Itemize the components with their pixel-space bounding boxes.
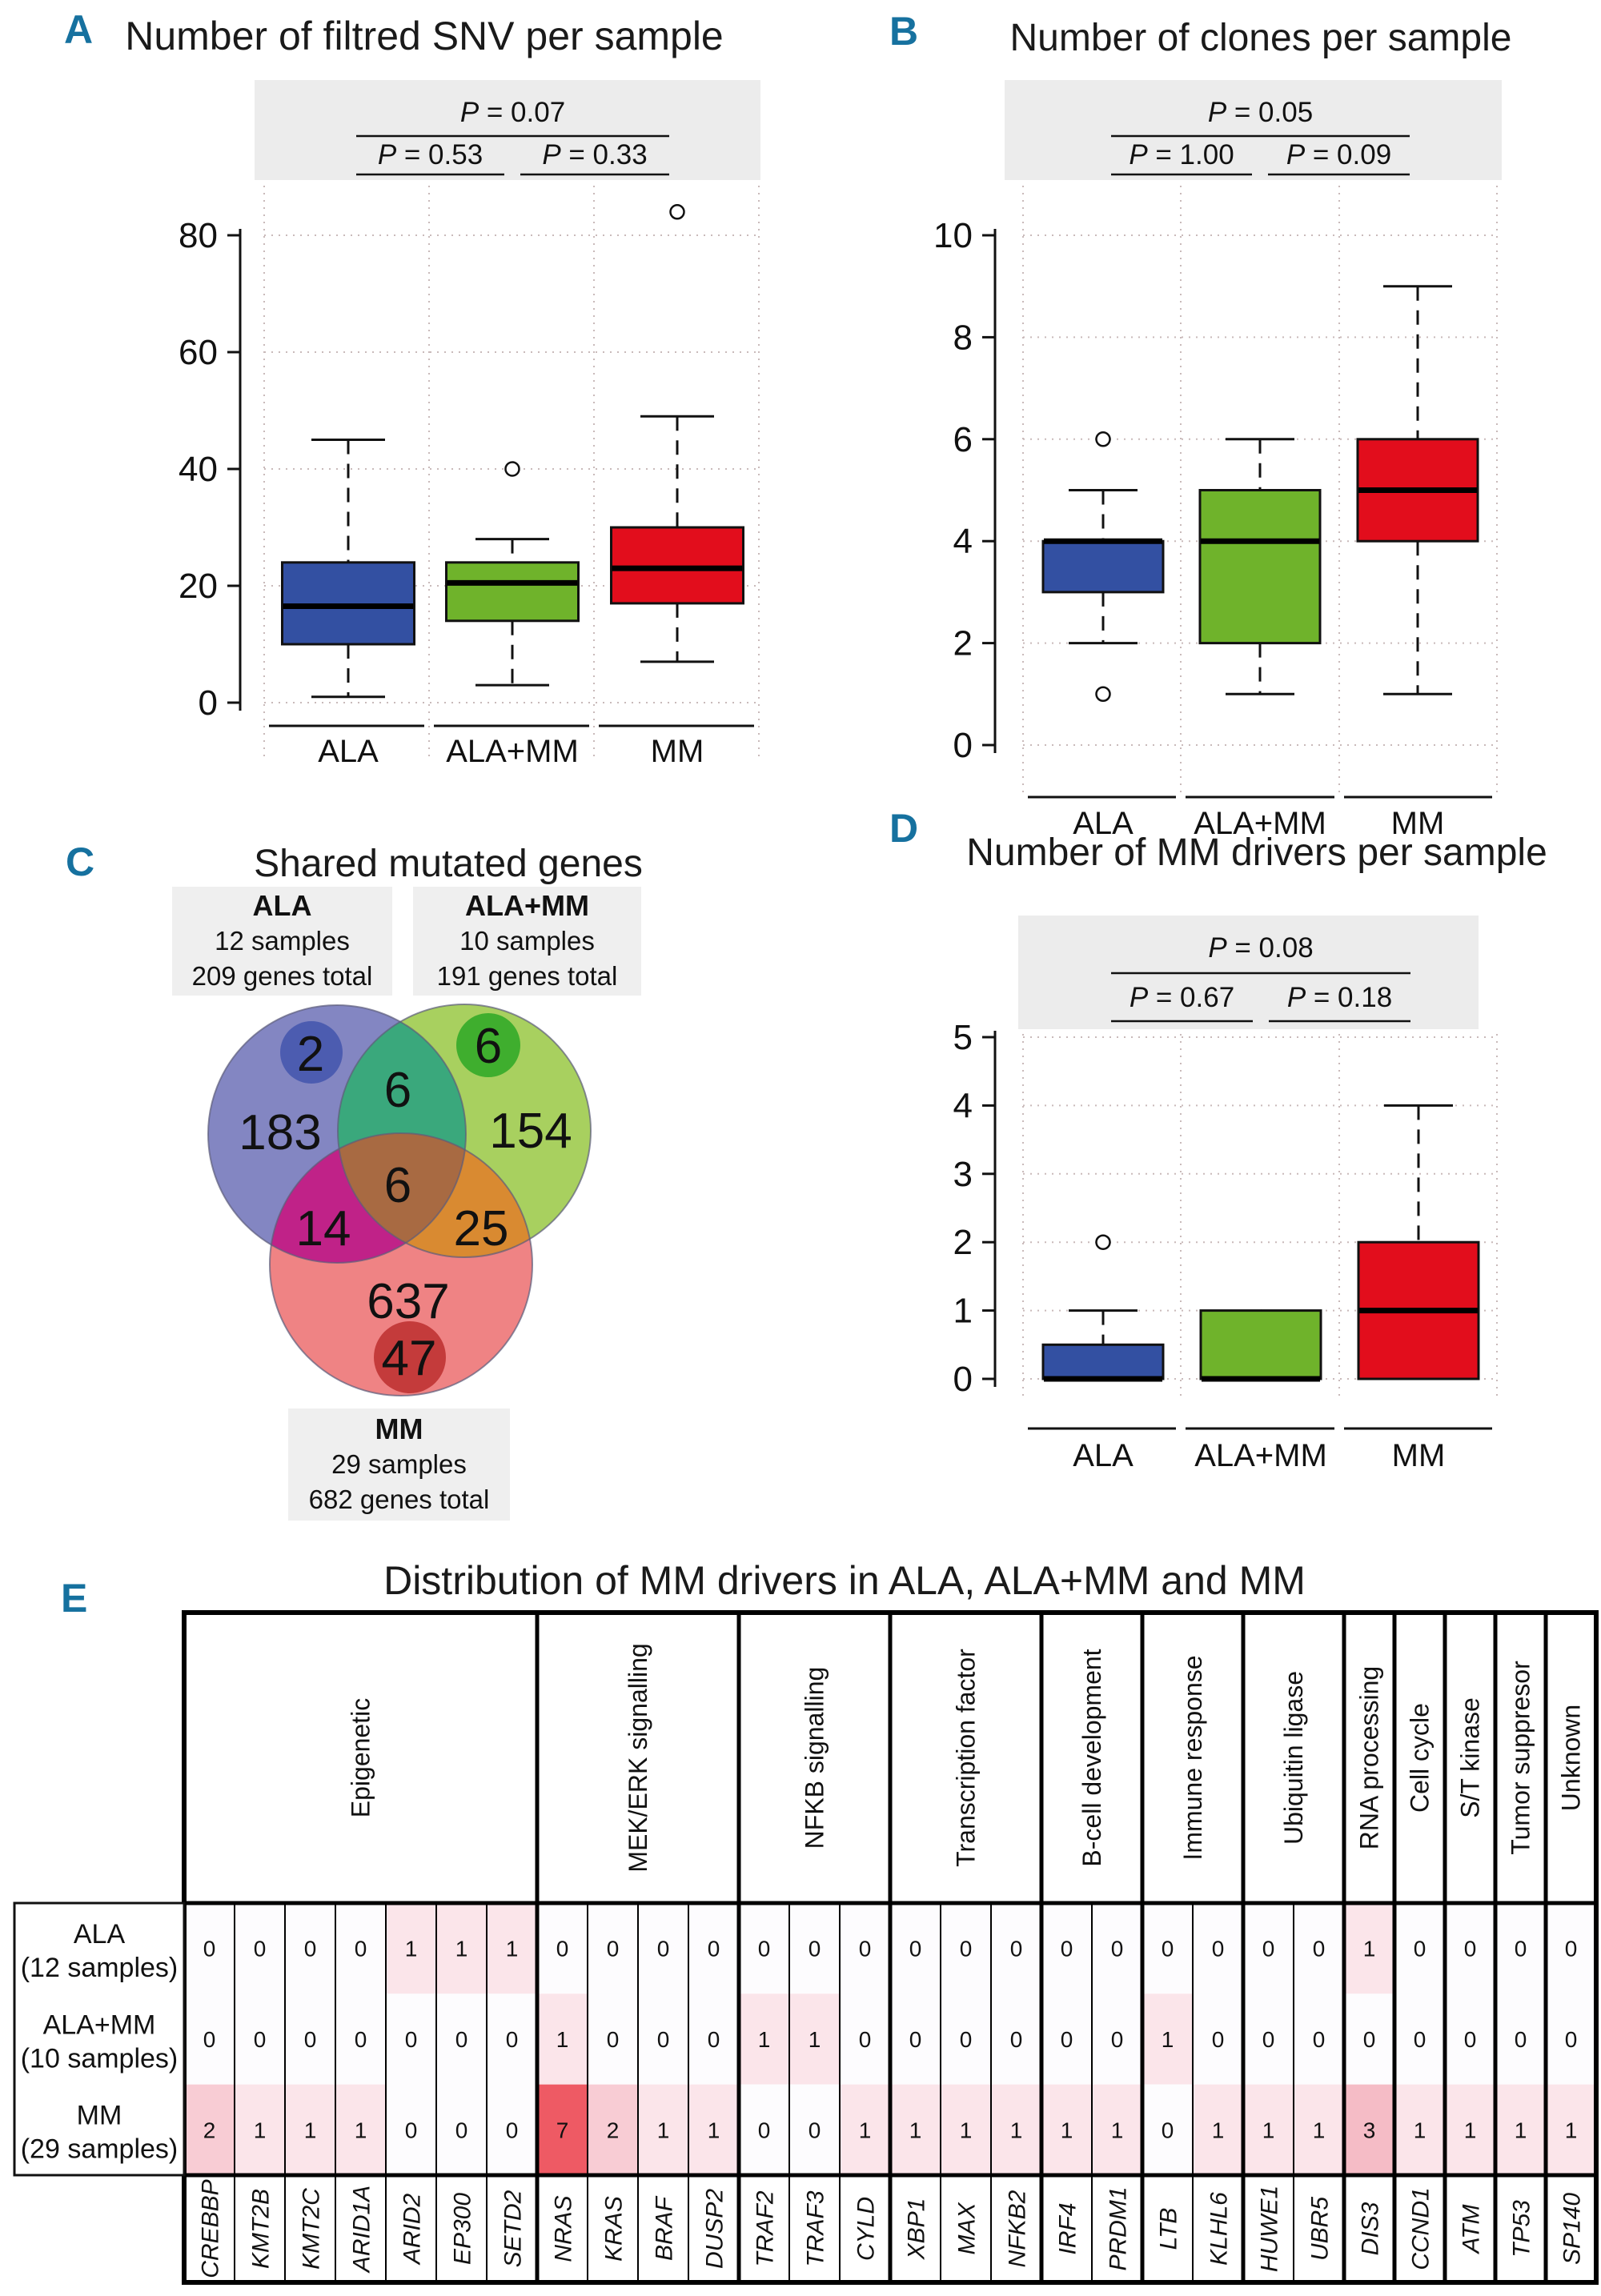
- heatmap-cell-value: 0: [1060, 2027, 1073, 2052]
- gene-label: SETD2: [500, 2190, 527, 2268]
- row-label: MM (29 samples): [20, 2100, 179, 2165]
- heatmap-cell-value: 0: [1060, 1936, 1073, 1961]
- y-tick-label: 3: [953, 1154, 973, 1194]
- heatmap-cell-value: 0: [656, 1936, 670, 1961]
- y-tick-label: 5: [953, 1018, 973, 1057]
- panel-e-heatmap: [14, 1613, 1599, 2282]
- venn-set-samples: 10 samples: [459, 926, 595, 956]
- outlier-point: [1097, 1236, 1110, 1249]
- panel-a-boxplot: [179, 80, 760, 769]
- gene-label: LTB: [1155, 2207, 1182, 2250]
- box-ALA+MM: [1200, 491, 1320, 643]
- panel-a-label: A: [64, 7, 94, 52]
- heatmap-cell-value: 0: [1161, 1936, 1174, 1961]
- heatmap-cell-value: 0: [1211, 1936, 1225, 1961]
- heatmap-cell-value: 0: [707, 1936, 720, 1961]
- heatmap-cell-value: 0: [253, 2027, 267, 2052]
- venn-count-ala_recurrent: 2: [296, 1027, 325, 1082]
- gene-label: IRF4: [1054, 2202, 1081, 2255]
- heatmap-cell-value: 7: [556, 2118, 569, 2143]
- heatmap-cell-value: 1: [556, 2027, 569, 2052]
- heatmap-cell-value: 0: [1110, 2027, 1124, 2052]
- outlier-point: [671, 205, 684, 218]
- heatmap-cell-value: 0: [1463, 2027, 1477, 2052]
- heatmap-cell-value: 0: [1161, 2118, 1174, 2143]
- y-tick-label: 20: [179, 567, 218, 606]
- x-category-label: ALA: [318, 734, 379, 769]
- heatmap-cell-value: 0: [303, 2027, 317, 2052]
- heatmap-cell-value: 1: [1110, 2118, 1124, 2143]
- gene-label: CCND1: [1407, 2187, 1434, 2270]
- heatmap-cell-value: 0: [203, 2027, 216, 2052]
- category-label: Tumor suppresor: [1506, 1661, 1535, 1855]
- category-label: NFKB signalling: [800, 1666, 829, 1849]
- heatmap-cell-value: 0: [606, 2027, 620, 2052]
- x-category-label: MM: [650, 734, 704, 769]
- category-label: Epigenetic: [346, 1697, 375, 1818]
- venn-set-genes: 209 genes total: [191, 961, 373, 991]
- heatmap-cell-value: 0: [1262, 2027, 1275, 2052]
- venn-count-ala_and_alamm: 6: [383, 1063, 412, 1118]
- gene-label: ARID1A: [348, 2185, 375, 2273]
- venn-count-alamm_only: 154: [489, 1104, 572, 1159]
- gene-label: DIS3: [1357, 2202, 1384, 2256]
- gene-label: MAX: [953, 2202, 981, 2255]
- heatmap-cell-value: 1: [404, 1936, 418, 1961]
- heatmap-cell-value: 1: [303, 2118, 317, 2143]
- gene-label: DUSP2: [701, 2188, 728, 2270]
- p-value-label: P = 1.00: [1129, 139, 1234, 170]
- gene-label: NRAS: [550, 2195, 577, 2262]
- heatmap-cell-value: 0: [404, 2027, 418, 2052]
- heatmap-cell-value: 0: [808, 1936, 821, 1961]
- heatmap-cell-value: 0: [1463, 1936, 1477, 1961]
- y-tick-label: 40: [179, 450, 218, 489]
- panel-b-label: B: [889, 9, 919, 54]
- gene-label: TP53: [1508, 2200, 1535, 2258]
- heatmap-cell-value: 1: [1161, 2027, 1174, 2052]
- heatmap-cell-value: 1: [354, 2118, 367, 2143]
- venn-set-label-mm: [288, 1408, 510, 1521]
- heatmap-cell-value: 1: [1413, 2118, 1426, 2143]
- x-category-label: MM: [1391, 1438, 1446, 1473]
- venn-set-name: MM: [375, 1412, 423, 1445]
- p-value-band: [1005, 80, 1502, 180]
- panel-b-title: Number of clones per sample: [1009, 17, 1512, 59]
- x-category-label: MM: [1390, 806, 1445, 841]
- gene-label: ARID2: [399, 2193, 426, 2265]
- heatmap-cell-value: 0: [556, 1936, 569, 1961]
- heatmap-cell-value: 0: [757, 2118, 771, 2143]
- heatmap-cell-value: 1: [757, 2027, 771, 2052]
- heatmap-cell-value: 0: [959, 2027, 973, 2052]
- heatmap-cell-value: 1: [808, 2027, 821, 2052]
- heatmap-cell-value: 0: [1312, 1936, 1326, 1961]
- heatmap-cell-value: 0: [707, 2027, 720, 2052]
- category-label: MEK/ERK signalling: [624, 1643, 652, 1873]
- category-label: Immune response: [1178, 1655, 1207, 1861]
- heatmap-cell-value: 0: [455, 2027, 468, 2052]
- heatmap-cell-value: 0: [1413, 1936, 1426, 1961]
- box-ALA+MM: [1201, 1311, 1321, 1379]
- y-tick-label: 60: [179, 333, 218, 372]
- heatmap-cell-value: 0: [303, 1936, 317, 1961]
- heatmap-cell-value: 0: [1110, 1936, 1124, 1961]
- category-label: S/T kinase: [1455, 1697, 1485, 1818]
- gene-label: KMT2C: [298, 2188, 325, 2270]
- heatmap-cell-value: 0: [1514, 2027, 1527, 2052]
- y-tick-label: 0: [953, 726, 973, 765]
- venn-count-alamm_and_mm: 25: [453, 1201, 509, 1256]
- y-tick-label: 10: [933, 216, 973, 255]
- box-ALA: [283, 563, 415, 644]
- gene-label: BRAF: [651, 2196, 678, 2262]
- p-value-label: P = 0.07: [459, 97, 566, 128]
- heatmap-cell-value: 0: [909, 1936, 922, 1961]
- gene-label: KLHL6: [1206, 2192, 1233, 2266]
- venn-count-ala_only: 183: [239, 1105, 322, 1160]
- heatmap-cell-value: 1: [253, 2118, 267, 2143]
- category-label: Transcription factor: [951, 1649, 981, 1867]
- heatmap-cell-value: 1: [858, 2118, 872, 2143]
- y-tick-label: 0: [953, 1360, 973, 1399]
- gene-label: CYLD: [853, 2196, 880, 2262]
- gene-label: PRDM1: [1105, 2186, 1132, 2271]
- p-value-band: [255, 80, 760, 180]
- heatmap-cell-value: 3: [1362, 2118, 1376, 2143]
- outlier-point: [1097, 432, 1110, 446]
- heatmap-cell-value: 1: [1312, 2118, 1326, 2143]
- heatmap-cell-value: 0: [1262, 1936, 1275, 1961]
- venn-set-label-ala: [172, 887, 392, 996]
- heatmap-cell-value: 2: [203, 2118, 216, 2143]
- gene-label: TRAF3: [802, 2190, 829, 2267]
- heatmap-cell-value: 0: [858, 2027, 872, 2052]
- gene-label: CREBBP: [197, 2179, 224, 2278]
- heatmap-cell-value: 0: [354, 2027, 367, 2052]
- y-tick-label: 0: [198, 683, 218, 723]
- panel-a-title: Number of filtred SNV per sample: [125, 14, 724, 58]
- outlier-point: [506, 463, 520, 476]
- category-label: B-cell development: [1077, 1649, 1106, 1867]
- gene-label: TRAF2: [752, 2190, 779, 2267]
- heatmap-cell-value: 0: [455, 2118, 468, 2143]
- row-label: ALA (12 samples): [20, 1919, 179, 1983]
- y-tick-label: 2: [953, 1223, 973, 1263]
- heatmap-cell-value: 0: [656, 2027, 670, 2052]
- heatmap-cell-value: 0: [354, 1936, 367, 1961]
- heatmap-cell-value: 1: [505, 1936, 519, 1961]
- heatmap-cell-value: 0: [404, 2118, 418, 2143]
- heatmap-cell-value: 1: [909, 2118, 922, 2143]
- heatmap-cell-value: 0: [757, 1936, 771, 1961]
- venn-set-samples: 12 samples: [215, 926, 350, 956]
- heatmap-cell-value: 0: [959, 1936, 973, 1961]
- venn-set-genes: 191 genes total: [436, 961, 618, 991]
- p-value-label: P = 0.53: [377, 139, 484, 170]
- panel-e-label: E: [61, 1576, 88, 1621]
- p-value-label: P = 0.67: [1129, 982, 1235, 1013]
- outlier-point: [1097, 687, 1110, 701]
- gene-label: KMT2B: [247, 2188, 275, 2270]
- venn-count-ala_and_mm: 14: [295, 1201, 351, 1256]
- heatmap-cell-value: 0: [1009, 1936, 1023, 1961]
- box-MM: [612, 527, 744, 603]
- heatmap-cell-value: 0: [1009, 2027, 1023, 2052]
- x-category-label: ALA: [1073, 806, 1134, 841]
- venn-set-label-alamm: [413, 887, 641, 996]
- heatmap-cell-value: 1: [1262, 2118, 1275, 2143]
- y-tick-label: 4: [953, 522, 973, 562]
- heatmap-cell-value: 1: [1009, 2118, 1023, 2143]
- box-ALA: [1043, 541, 1163, 592]
- gene-label: SP140: [1559, 2192, 1586, 2266]
- heatmap-cell-value: 0: [1564, 1936, 1578, 1961]
- gene-label: EP300: [449, 2192, 476, 2266]
- gene-label: UBR5: [1306, 2196, 1334, 2262]
- panel-c-venn: [208, 1004, 591, 1396]
- panel-d-label: D: [889, 806, 919, 851]
- box-ALA: [1043, 1344, 1163, 1379]
- heatmap-cell-value: 1: [1564, 2118, 1578, 2143]
- p-value-label: P = 0.05: [1207, 97, 1314, 128]
- panel-b-boxplot: [933, 80, 1502, 841]
- venn-count-ala_alamm_mm: 6: [383, 1158, 412, 1213]
- p-value-label: P = 0.33: [542, 139, 648, 170]
- p-value-label: P = 0.08: [1208, 932, 1314, 964]
- gene-label: KRAS: [600, 2196, 628, 2262]
- venn-set-name: ALA: [252, 889, 312, 922]
- gene-label: NFKB2: [1004, 2190, 1031, 2268]
- p-value-label: P = 0.18: [1286, 982, 1393, 1013]
- heatmap-cell-value: 0: [1362, 2027, 1376, 2052]
- heatmap-cell-value: 0: [1211, 2027, 1225, 2052]
- heatmap-cell-value: 0: [1564, 2027, 1578, 2052]
- category-label: Unknown: [1556, 1704, 1586, 1812]
- venn-count-mm_recurrent: 47: [381, 1331, 437, 1386]
- y-tick-label: 4: [953, 1086, 973, 1126]
- y-tick-label: 6: [953, 419, 973, 459]
- category-label: Ubiquitin ligase: [1279, 1670, 1308, 1845]
- heatmap-cell-value: 0: [1514, 1936, 1527, 1961]
- x-category-label: ALA: [1073, 1438, 1134, 1473]
- gene-label: ATM: [1458, 2204, 1485, 2254]
- p-value-label: P = 0.09: [1286, 139, 1392, 170]
- heatmap-cell-value: 1: [1514, 2118, 1527, 2143]
- venn-set-genes: 682 genes total: [308, 1485, 490, 1514]
- venn-count-alamm_recurrent: 6: [474, 1019, 503, 1074]
- heatmap-cell-value: 0: [858, 1936, 872, 1961]
- heatmap-cell-value: 1: [455, 1936, 468, 1961]
- panel-c-label: C: [66, 839, 95, 884]
- y-tick-label: 80: [179, 216, 218, 255]
- heatmap-cell-value: 1: [656, 2118, 670, 2143]
- heatmap-cell-value: 0: [505, 2118, 519, 2143]
- panel-c-title: Shared mutated genes: [254, 843, 643, 885]
- y-tick-label: 1: [953, 1291, 973, 1331]
- panel-d-boxplot: [953, 916, 1497, 1473]
- venn-set-samples: 29 samples: [331, 1449, 467, 1479]
- box-ALA+MM: [447, 563, 579, 621]
- heatmap-cell-value: 1: [707, 2118, 720, 2143]
- heatmap-cell-value: 0: [808, 2118, 821, 2143]
- gene-label: XBP1: [903, 2198, 930, 2260]
- y-tick-label: 2: [953, 623, 973, 663]
- gene-label: HUWE1: [1256, 2185, 1283, 2273]
- heatmap-cell-value: 1: [1060, 2118, 1073, 2143]
- y-tick-label: 8: [953, 318, 973, 358]
- heatmap-cell-value: 0: [909, 2027, 922, 2052]
- category-label: Cell cycle: [1405, 1703, 1434, 1813]
- heatmap-cell-value: 2: [606, 2118, 620, 2143]
- heatmap-cell-value: 1: [959, 2118, 973, 2143]
- category-label: RNA processing: [1354, 1665, 1384, 1850]
- heatmap-cell-value: 1: [1362, 1936, 1376, 1961]
- x-category-label: ALA+MM: [446, 734, 579, 769]
- heatmap-cell-value: 0: [606, 1936, 620, 1961]
- heatmap-cell-value: 0: [1413, 2027, 1426, 2052]
- venn-count-mm_only: 637: [367, 1274, 450, 1329]
- venn-set-name: ALA+MM: [465, 889, 589, 922]
- panel-e-title: Distribution of MM drivers in ALA, ALA+MM and MM: [383, 1558, 1306, 1603]
- heatmap-cell-value: 0: [203, 1936, 216, 1961]
- row-label: ALA+MM (10 samples): [20, 2010, 179, 2074]
- x-category-label: ALA+MM: [1194, 1438, 1327, 1473]
- heatmap-cell-value: 1: [1211, 2118, 1225, 2143]
- x-category-label: ALA+MM: [1194, 806, 1326, 841]
- panel-d-title: Number of MM drivers per sample: [966, 831, 1547, 874]
- heatmap-cell-value: 0: [505, 2027, 519, 2052]
- heatmap-cell-value: 0: [253, 1936, 267, 1961]
- heatmap-cell-value: 0: [1312, 2027, 1326, 2052]
- heatmap-cell-value: 1: [1463, 2118, 1477, 2143]
